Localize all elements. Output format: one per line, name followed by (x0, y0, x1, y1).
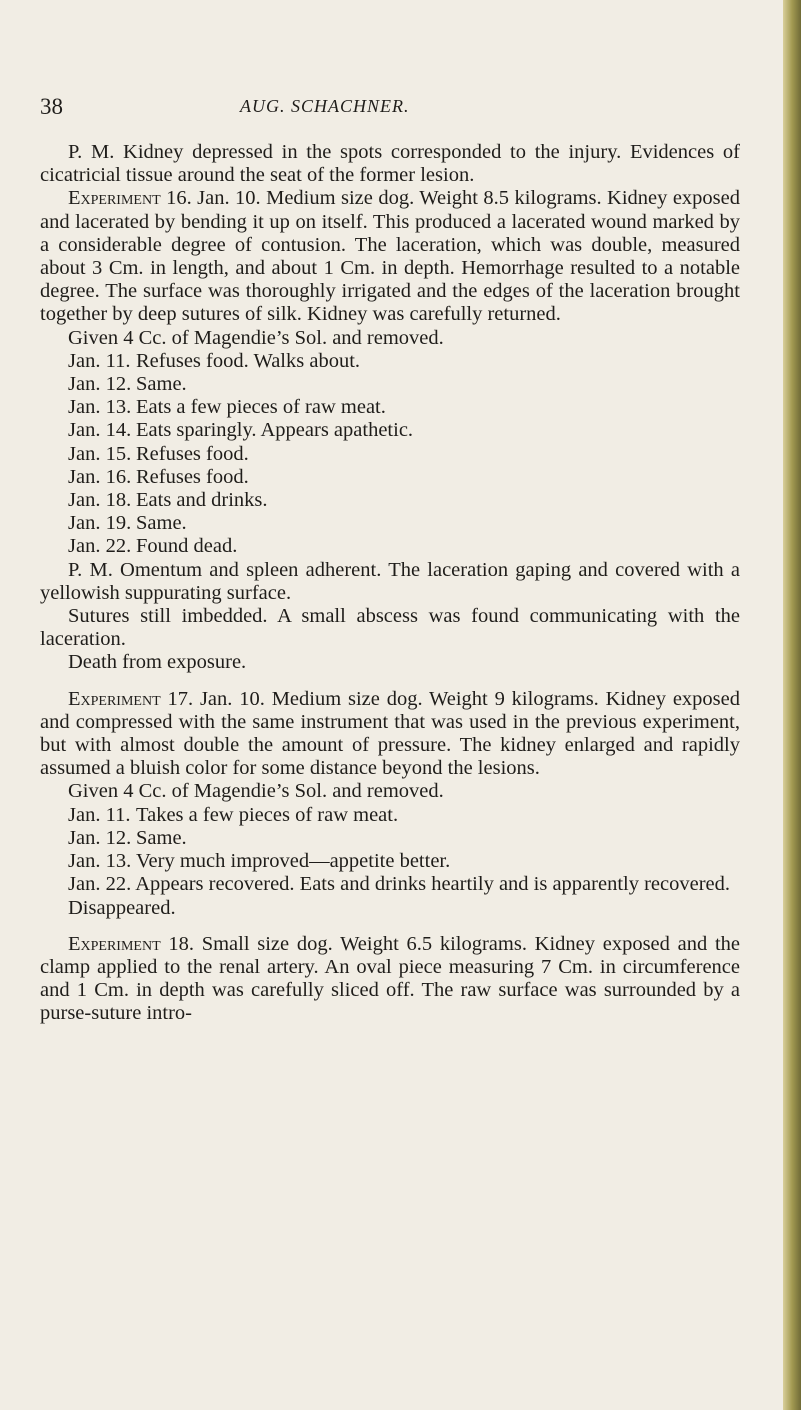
log-entry (40, 466, 740, 489)
log-note: Same. (136, 512, 187, 535)
log-entry (40, 419, 740, 442)
log-note: Eats and drinks. (136, 489, 268, 512)
log-entry-wrapped (40, 873, 740, 896)
log-note: Same. (136, 373, 187, 396)
log-entry (40, 804, 740, 827)
death-line: Death from exposure. (68, 651, 247, 674)
log-note: Takes a few pieces of raw meat. (136, 803, 399, 826)
log-date: Jan. 16. (68, 465, 132, 488)
log-entry (40, 827, 740, 850)
log-date: Jan. 18. (68, 489, 132, 512)
log-entry (40, 396, 740, 419)
log-entry (40, 850, 740, 873)
log-entry (40, 512, 740, 535)
sutures-paragraph: Sutures still imbedded. A small abscess was found communicating with the laceration. (40, 605, 740, 651)
log-date: Jan. 12. (68, 826, 132, 849)
log-date: Jan. 19. (68, 512, 132, 535)
log-date: Jan. 22. (68, 873, 132, 896)
outcome-line: Disappeared. (68, 896, 176, 919)
log-date: Jan. 13. (68, 396, 132, 419)
page-body (40, 141, 740, 1026)
daily-log-exp17 (40, 804, 740, 874)
log-entry (40, 535, 740, 558)
experiment-heading: Experiment (68, 187, 161, 210)
paragraph-experiment-17 (40, 688, 740, 781)
paragraph-pm-exp15: P. M. Kidney depressed in the spots corresponded to the injury. Evidences of cicatricial tissue around the seat of the former lesion. (40, 141, 740, 187)
given-line: Given 4 Cc. of Magendie’s Sol. and removed. (68, 780, 444, 803)
experiment-text: 17. Jan. 10. Medium size dog. Weight 9 kilograms. Kidney exposed and compressed with the same instrument that was used in the previous experiment, but with almost double the amount of pressure. The kidney enlarged and rapidly assumed a bluish color for some distance beyond the lesions. (40, 687, 740, 780)
postmortem-paragraph: P. M. Omentum and spleen adherent. The laceration gaping and covered with a yellowish suppurating surface. (40, 558, 740, 604)
paragraph-experiment-16 (40, 187, 740, 326)
log-note: Same. (136, 826, 187, 849)
daily-log-exp16 (40, 350, 740, 559)
experiment-heading: Experiment (68, 932, 161, 955)
log-note: Appears recovered. Eats and drinks heartily and is apparently recovered. (135, 873, 731, 896)
page-header (40, 94, 780, 122)
log-note: Refuses food. Walks about. (136, 349, 361, 372)
page-edge (783, 0, 801, 1410)
experiment-heading: Experiment (68, 687, 161, 710)
log-note: Refuses food. (136, 442, 249, 465)
paragraph-experiment-18 (40, 933, 740, 1026)
experiment-text: 16. Jan. 10. Medium size dog. Weight 8.5 kilograms. Kidney exposed and lacerated by bending it up on itself. This produced a lacerated wound marked by a considerable degree of contusion. The laceration, which was double, measured about 3 Cm. in length, and about 1 Cm. in depth. Hemorrhage resulted to a notable degree. The surface was thoroughly irrigated and the edges of the laceration brought together by deep sutures of silk. Kidney was carefully returned. (40, 187, 740, 326)
log-date: Jan. 13. (68, 850, 132, 873)
log-date: Jan. 22. (68, 535, 132, 558)
log-date: Jan. 15. (68, 442, 132, 465)
log-note: Eats a few pieces of raw meat. (136, 396, 386, 419)
log-note: Found dead. (136, 535, 238, 558)
experiment-text: 18. Small size dog. Weight 6.5 kilograms. Kidney exposed and the clamp applied to the renal artery. An oval piece measuring 7 Cm. in circumference and 1 Cm. in depth was carefully sliced off. The raw surface was surrounded by a purse-suture intro- (40, 932, 740, 1025)
page-number: 38 (40, 94, 63, 119)
log-entry (40, 373, 740, 396)
log-date: Jan. 11. (68, 349, 131, 372)
log-note: Very much improved—appetite better. (136, 850, 451, 873)
log-note: Refuses food. (136, 465, 249, 488)
log-note: Eats sparingly. Appears apathetic. (136, 419, 414, 442)
log-entry (40, 443, 740, 466)
running-title: AUG. SCHACHNER. (240, 96, 410, 116)
log-date: Jan. 14. (68, 419, 132, 442)
log-date: Jan. 11. (68, 803, 131, 826)
log-entry (40, 350, 740, 373)
log-entry (40, 489, 740, 512)
given-line: Given 4 Cc. of Magendie’s Sol. and removed. (68, 326, 444, 349)
log-date: Jan. 12. (68, 373, 132, 396)
